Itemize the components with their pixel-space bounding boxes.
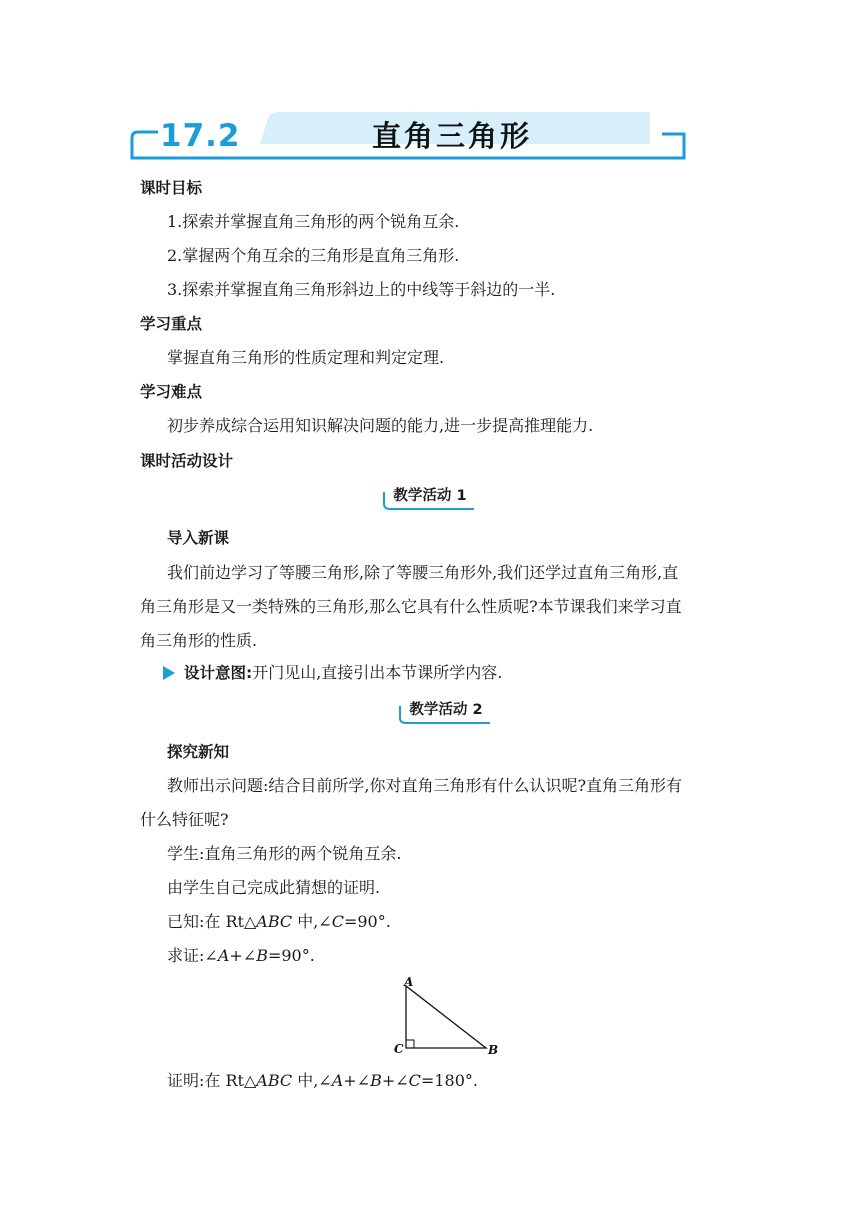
section-header (128, 110, 692, 166)
paragraph-line: 什么特征呢? (140, 810, 229, 829)
given-statement: 已知:在 Rt△ABC 中,∠C=90°. (167, 912, 391, 931)
design-heading: 课时活动设计 (140, 452, 234, 470)
section-title: 直角三角形 (372, 119, 533, 153)
student-answer: 学生:直角三角形的两个锐角互余. (167, 844, 402, 863)
activity1-badge: 教学活动 1 (393, 488, 467, 504)
triangle-shape (406, 986, 486, 1048)
activity2-subheading: 探究新知 (167, 743, 230, 761)
vertex-label-b: B (488, 1043, 499, 1057)
triangle-bullet-icon (162, 665, 176, 681)
focus-text: 掌握直角三角形的性质定理和判定定理. (167, 348, 445, 367)
paragraph-line: 角三角形是又一类特殊的三角形,那么它具有什么性质呢?本节课我们来学习直 (140, 597, 682, 616)
difficulty-heading: 学习难点 (140, 383, 203, 401)
vertex-label-a: A (404, 975, 414, 989)
design-intent-label: 设计意图: (184, 664, 253, 682)
activity1-subheading: 导入新课 (167, 529, 230, 547)
prove-statement: 求证:∠A+∠B=90°. (167, 946, 315, 965)
goal-item: 2.掌握两个角互余的三角形是直角三角形. (167, 246, 460, 265)
paragraph-line: 我们前边学习了等腰三角形,除了等腰三角形外,我们还学过直角三角形,直 (167, 563, 679, 582)
proof-intro: 由学生自己完成此猜想的证明. (167, 878, 381, 897)
section-number: 17.2 (160, 118, 241, 154)
paragraph-line: 角三角形的性质. (140, 631, 258, 650)
right-angle-mark (406, 1040, 414, 1048)
goal-item: 1.探索并掌握直角三角形的两个锐角互余. (167, 212, 460, 231)
difficulty-text: 初步养成综合运用知识解决问题的能力,进一步提高推理能力. (167, 416, 594, 435)
proof-statement: 证明:在 Rt△ABC 中,∠A+∠B+∠C=180°. (167, 1071, 478, 1090)
goal-item: 3.探索并掌握直角三角形斜边上的中线等于斜边的一半. (167, 280, 556, 299)
activity2-badge: 教学活动 2 (409, 702, 483, 718)
vertex-label-c: C (394, 1042, 404, 1056)
goals-heading: 课时目标 (140, 179, 203, 197)
focus-heading: 学习重点 (140, 315, 203, 333)
design-intent (184, 662, 502, 684)
right-triangle-figure (388, 974, 508, 1058)
paragraph-line: 教师出示问题:结合目前所学,你对直角三角形有什么认识呢?直角三角形有 (167, 776, 683, 795)
design-intent-text: 开门见山,直接引出本节课所学内容. (252, 663, 503, 682)
